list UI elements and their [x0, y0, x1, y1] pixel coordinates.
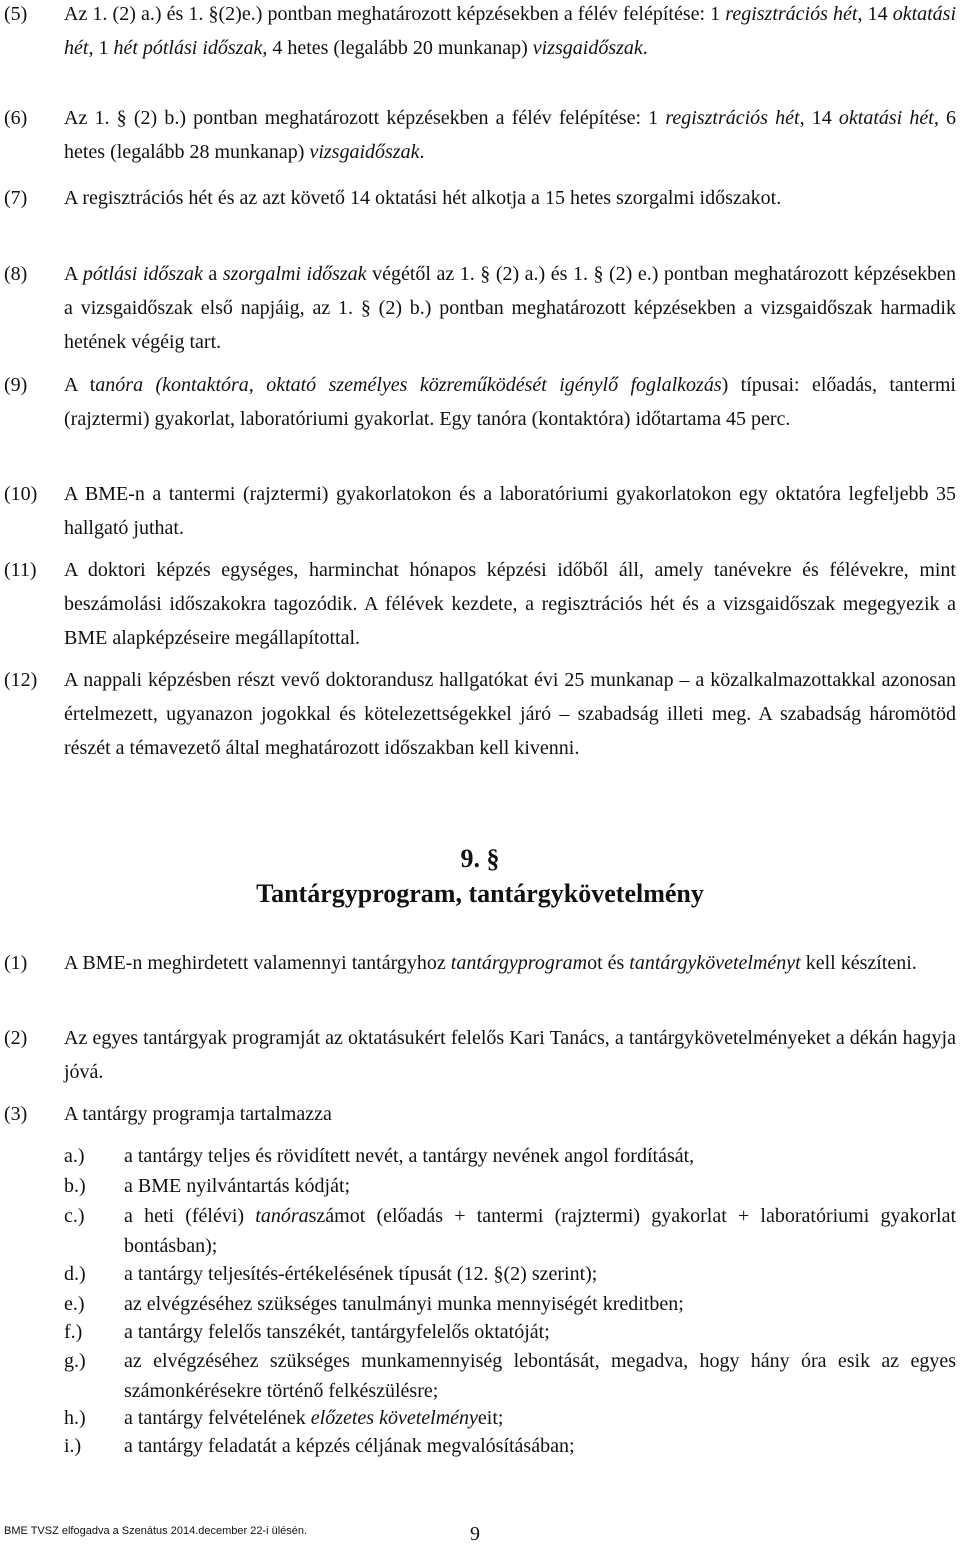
paragraph-text: A tantárgy programja tartalmazza	[64, 1103, 332, 1125]
paragraph-number: (2)	[4, 1027, 28, 1049]
paragraph-number: (1)	[4, 952, 28, 974]
list-item-text: a tantárgy felvételének előzetes követelményeit;	[124, 1407, 504, 1429]
list-item-label: h.)	[64, 1407, 86, 1429]
page-number: 9	[470, 1523, 480, 1545]
paragraph-text: A nappali képzésben részt vevő doktorandusz hallgatókat évi 25 munkanap – a közalkalmazottakkal azonosan értelmezett, ugyanazon jogokkal és kötelezettségekkel járó – szabadság illeti meg. A szabadság háromötöd részét a témavezető által meghatározott időszakban kell kivenni.	[64, 669, 956, 759]
paragraph-number: (9)	[4, 374, 28, 396]
section-paragraph-1	[4, 946, 956, 980]
list-item-label: g.)	[64, 1350, 86, 1372]
list-item-f	[64, 1317, 956, 1347]
list-item-c	[64, 1201, 956, 1261]
list-item-e	[64, 1289, 956, 1319]
paragraph-8	[4, 257, 956, 359]
paragraph-text: A tanóra (kontaktóra, oktató személyes közreműködését igénylő foglalkozás) típusai: előadás, tantermi (rajztermi) gyakorlat, laboratóriumi gyakorlat. Egy tanóra (kontaktóra) időtartama 45 perc.	[64, 374, 956, 430]
paragraph-7	[4, 181, 956, 215]
paragraph-text: A BME-n a tantermi (rajztermi) gyakorlatokon és a laboratóriumi gyakorlatokon egy oktatóra legfeljebb 35 hallgató juthat.	[64, 483, 956, 539]
paragraph-number: (11)	[4, 559, 37, 581]
list-item-h	[64, 1403, 956, 1433]
list-item-text: a BME nyilvántartás kódját;	[124, 1175, 351, 1197]
paragraph-12	[4, 663, 956, 765]
list-item-text: a heti (félévi) tanóraszámot (előadás + tantermi (rajztermi) gyakorlat + laboratóriumi gyakorlat bontásban);	[124, 1205, 957, 1257]
list-item-g	[64, 1346, 956, 1406]
paragraph-text: Az 1. (2) a.) és 1. §(2)e.) pontban meghatározott képzésekben a félév felépítése: 1 regisztrációs hét, 14 oktatási hét, 1 hét pótlási időszak, 4 hetes (legalább 20 munkanap) vizsgaidőszak.	[64, 3, 957, 59]
list-item-b	[64, 1171, 956, 1201]
paragraph-number: (6)	[4, 107, 28, 129]
section-paragraph-3	[4, 1097, 956, 1131]
list-item-label: e.)	[64, 1293, 85, 1315]
paragraph-number: (8)	[4, 263, 28, 285]
list-item-i	[64, 1431, 956, 1461]
paragraph-10	[4, 477, 956, 545]
section-paragraph-2	[4, 1021, 956, 1089]
list-item-a	[64, 1141, 956, 1171]
paragraph-number: (5)	[4, 3, 28, 25]
paragraph-number: (7)	[4, 187, 28, 209]
list-item-d	[64, 1259, 956, 1289]
paragraph-text: Az 1. § (2) b.) pontban meghatározott képzésekben a félév felépítése: 1 regisztrációs hét, 14 oktatási hét, 6 hetes (legalább 28 munkanap) vizsgaidőszak.	[64, 107, 957, 163]
footer-text: BME TVSZ elfogadva a Szenátus 2014.december 22-i ülésén.	[4, 1525, 308, 1537]
list-item-text: az elvégzéséhez szükséges tanulmányi munka mennyiségét kreditben;	[124, 1293, 684, 1315]
section-number: 9. §	[460, 844, 500, 873]
paragraph-9	[4, 368, 956, 436]
paragraph-11	[4, 553, 956, 655]
list-item-text: a tantárgy feladatát a képzés céljának megvalósításában;	[124, 1435, 575, 1457]
paragraph-text: A BME-n meghirdetett valamennyi tantárgyhoz tantárgyprogramot és tantárgykövetelményt kell készíteni.	[64, 952, 917, 974]
paragraph-text: A regisztrációs hét és az azt követő 14 oktatási hét alkotja a 15 hetes szorgalmi időszakot.	[64, 187, 782, 209]
list-item-text: a tantárgy teljesítés-értékelésének típusát (12. §(2) szerint);	[124, 1263, 598, 1285]
list-item-text: az elvégzéséhez szükséges munkamennyiség lebontását, megadva, hogy hány óra esik az egyes számonkérésekre történő felkészülésre;	[124, 1350, 956, 1402]
list-item-text: a tantárgy felelős tanszékét, tantárgyfelelős oktatóját;	[124, 1321, 550, 1343]
paragraph-number: (12)	[4, 669, 38, 691]
list-item-label: f.)	[64, 1321, 83, 1343]
section-title: Tantárgyprogram, tantárgykövetelmény	[256, 879, 704, 908]
paragraph-number: (3)	[4, 1103, 28, 1125]
paragraph-6	[4, 101, 956, 169]
list-item-label: b.)	[64, 1175, 86, 1197]
list-item-label: c.)	[64, 1205, 85, 1227]
paragraph-text: A doktori képzés egységes, harminchat hónapos képzési időből áll, amely tanévekre és félévekre, mint beszámolási időszakokra tagozódik. A félévek kezdete, a regisztrációs hét és a vizsgaidőszak megegyezik a BME alapképzéseire megállapítottal.	[64, 559, 956, 649]
list-item-label: a.)	[64, 1145, 85, 1167]
paragraph-number: (10)	[4, 483, 38, 505]
paragraph-5	[4, 0, 956, 65]
paragraph-text: Az egyes tantárgyak programját az oktatásukért felelős Kari Tanács, a tantárgykövetelményeket a dékán hagyja jóvá.	[64, 1027, 956, 1083]
list-item-label: i.)	[64, 1435, 82, 1457]
paragraph-text: A pótlási időszak a szorgalmi időszak végétől az 1. § (2) a.) és 1. § (2) e.) pontban meghatározott képzésekben a vizsgaidőszak első napjáig, az 1. § (2) b.) pontban meghatározott képzésekben a vizsgaidőszak harmadik hetének végéig tart.	[64, 263, 956, 353]
list-item-text: a tantárgy teljes és rövidített nevét, a tantárgy nevének angol fordítását,	[124, 1145, 695, 1167]
list-item-label: d.)	[64, 1263, 86, 1285]
